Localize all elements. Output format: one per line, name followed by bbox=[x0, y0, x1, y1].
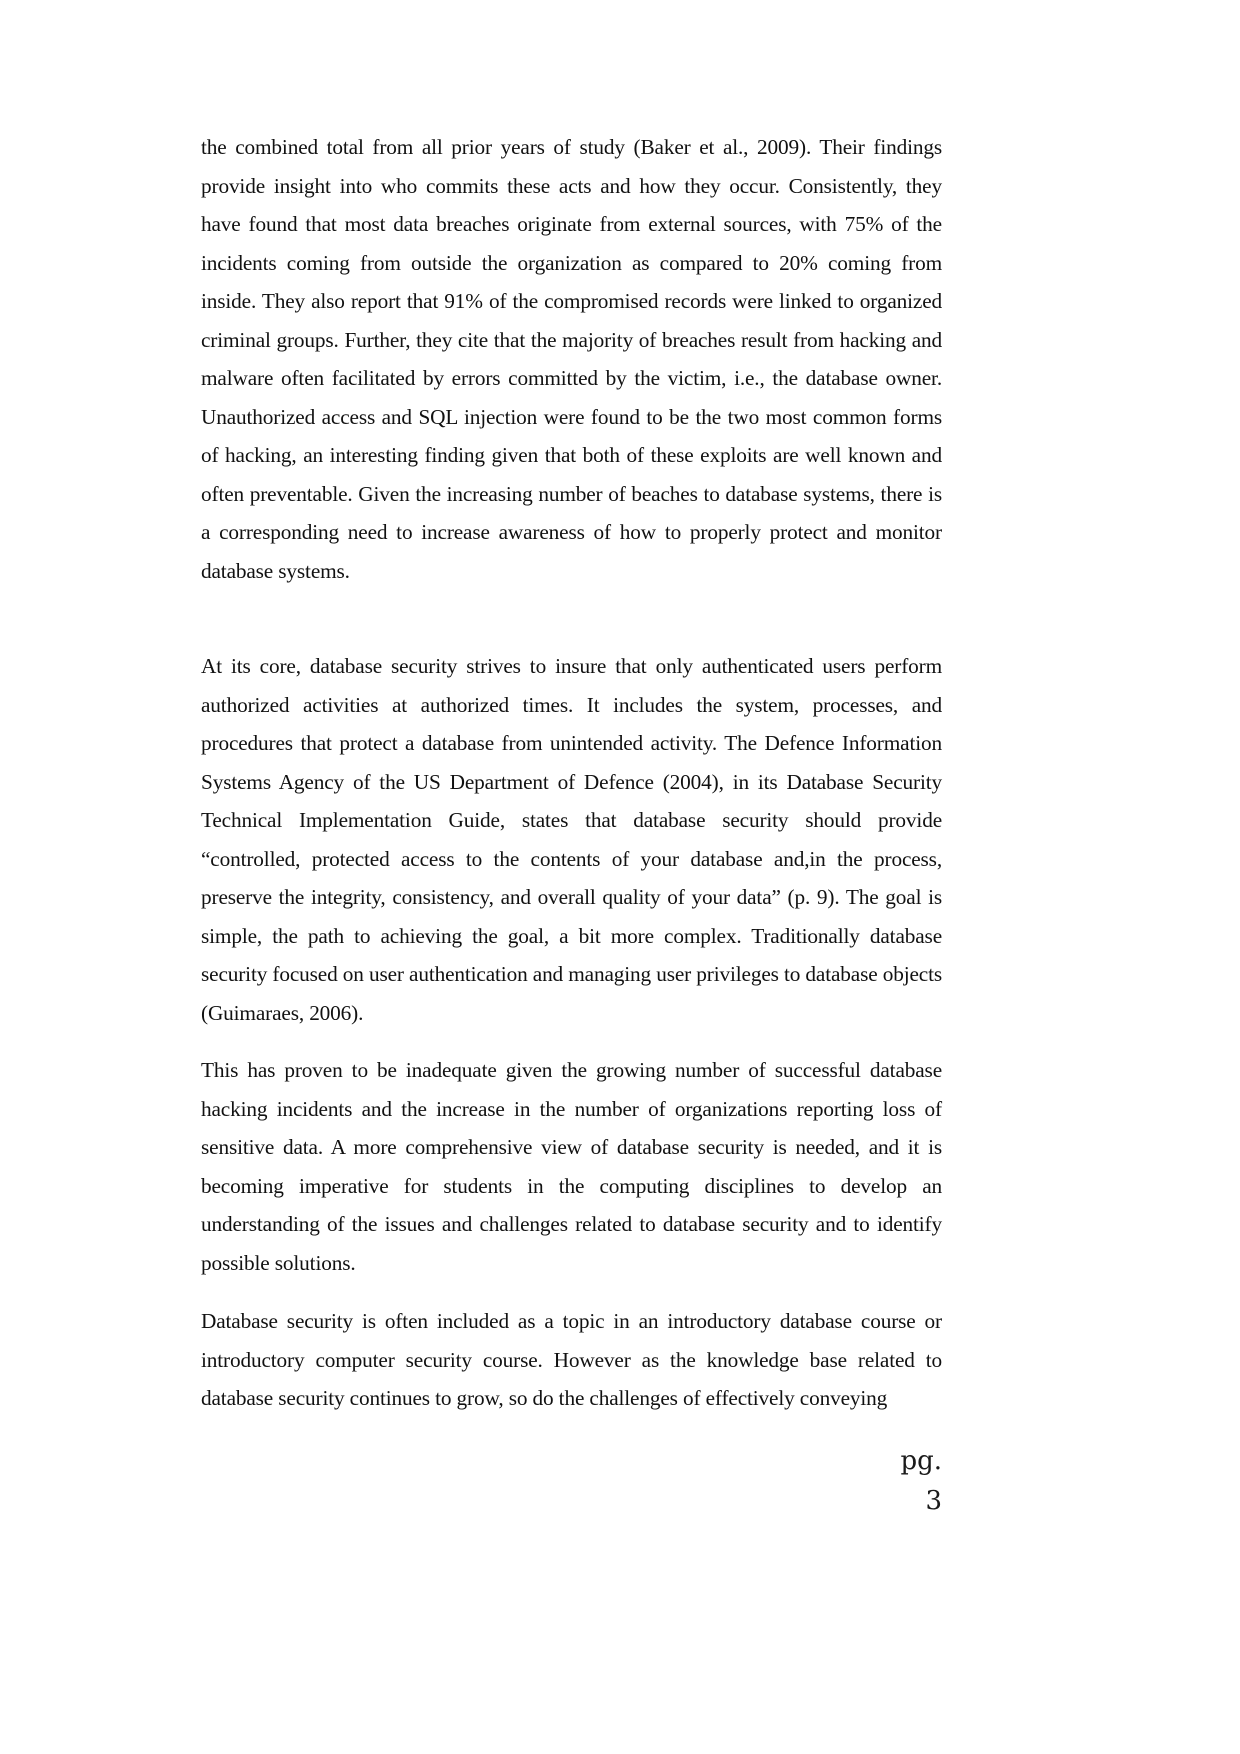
page-number: pg. 3 bbox=[900, 1446, 942, 1516]
paragraph-course-topic: Database security is often included as a topic in an introductory database course or introductory computer security course. However as the knowledge base related to database security continues to grow, so do the challenges of effectively conveying bbox=[201, 1309, 942, 1410]
paragraph-database-security-core: At its core, database security strives to insure that only authenticated users perform authorized activities at authorized times. It includes the system, processes, and procedures that protect a database from unintended activity. The Defence Information Systems Agency of the US Department of Defence (2004), in its Database Security Technical Implementation Guide, states that database security should provide “controlled, protected access to the contents of your database and,in the process, preserve the integrity, consistency, and overall quality of your data” (p. 9). The goal is simple, the path to achieving the goal, a bit more complex. Traditionally database security focused on user authentication and managing user privileges to database objects (Guimaraes, 2006). bbox=[201, 654, 942, 1025]
paragraph-inadequate-approach: This has proven to be inadequate given the growing number of successful database hacking incidents and the increase in the number of organizations reporting loss of sensitive data. A more comprehensive view of database security is needed, and it is becoming imperative for students in the computing disciplines to develop an understanding of the issues and challenges related to database security and to identify possible solutions. bbox=[201, 1058, 942, 1275]
paragraph-breach-findings: the combined total from all prior years of study (Baker et al., 2009). Their findings provide insight into who commits these acts and how they occur. Consistently, they have found that most data breaches originate from external sources, with 75% of the incidents coming from outside the organization as compared to 20% coming from inside. They also report that 91% of the compromised records were linked to organized criminal groups. Further, they cite that the majority of breaches result from hacking and malware often facilitated by errors committed by the victim, i.e., the database owner. Unauthorized access and SQL injection were found to be the two most common forms of hacking, an interesting finding given that both of these exploits are well known and often preventable. Given the increasing number of beaches to database systems, there is a corresponding need to increase awareness of how to properly protect and monitor database systems. bbox=[201, 135, 942, 583]
